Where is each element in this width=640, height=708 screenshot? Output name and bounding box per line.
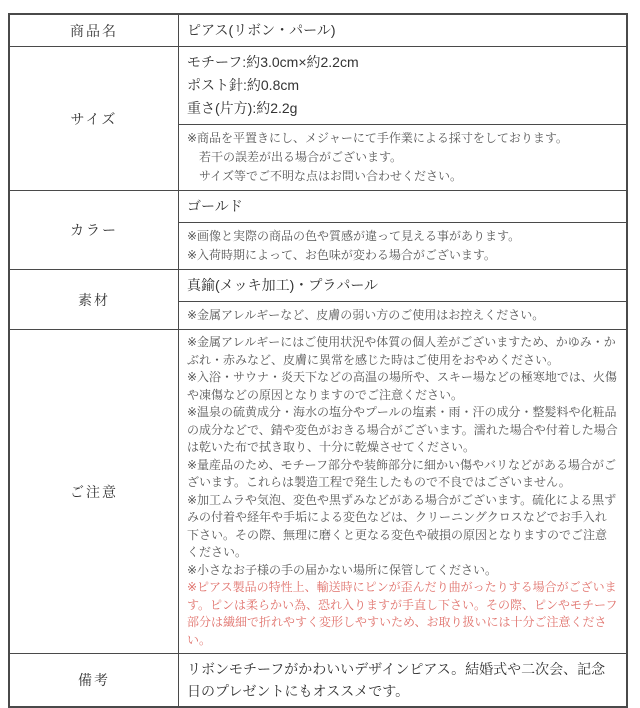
size-motif-value: モチーフ:約3.0cm×約2.2cm: [187, 54, 359, 70]
caution-item: ※小さなお子様の手の届かない場所に保管してください。: [187, 562, 498, 577]
size-note: ※商品を平置きにし、メジャーにて手作業による採寸をしております。: [187, 131, 568, 145]
row-size: [9, 47, 627, 125]
caution-item: ※加工ムラや気泡、変色や黒ずみなどがある場合がございます。硫化による黒ずみの付着や経年や手垢による変色などは、クリーニングクロスなどでお手入れ下さい。その際、無理に磨くと更なる変色や破損の原因となりますのでご注意ください。: [187, 492, 617, 559]
size-post-value: ポスト針:約0.8cm: [187, 77, 300, 93]
caution-item: ※量産品のため、モチーフ部分や装飾部分に細かい傷やバリなどがある場合がございます。これらは製造工程で発生したもので不良ではございません。: [187, 457, 616, 489]
remarks-label: 備考: [9, 654, 179, 708]
size-weight-value: 重さ(片方):約2.2g: [187, 100, 298, 116]
color-note: ※画像と実際の商品の色や質感が違って見える事があります。: [187, 229, 521, 243]
color-notes-cell: [179, 223, 628, 270]
caution-item: ※温泉の硫黄成分・海水の塩分やプールの塩素・雨・汗の成分・整髪料や化粧品の成分などで、錆や変色がおきる場合がございます。濡れた場合や付着した場合は乾いた布で拭き取り、十分に乾燥させてください。: [187, 405, 618, 454]
size-note: 若干の誤差が出る場合がございます。: [199, 150, 403, 164]
caution-items-cell: [179, 330, 628, 654]
size-label: サイズ: [9, 47, 179, 191]
product-spec-table: [8, 13, 628, 708]
material-value: 真鍮(メッキ加工)・プラパール: [179, 270, 628, 302]
caution-warning-item: ※ピアス製品の特性上、輸送時にピンが歪んだり曲がったりする場合がございます。ピンは柔らかい為、恐れ入りますが手直し下さい。その際、ピンやモチーフ部分は繊細で折れやすく変形しやすいため、お取り扱いには十分ご注意ください。: [187, 580, 618, 647]
row-color: [9, 191, 627, 223]
product-name-label: 商品名: [9, 14, 179, 47]
row-material: [9, 270, 627, 302]
color-value: ゴールド: [179, 191, 628, 223]
color-note: ※入荷時期によって、お色味が変わる場合がございます。: [187, 248, 496, 262]
row-product-name: [9, 14, 627, 47]
product-name-value: ピアス(リボン・パール): [179, 14, 628, 47]
size-notes-cell: [179, 125, 628, 191]
row-remarks: [9, 654, 627, 708]
material-note: ※金属アレルギーなど、皮膚の弱い方のご使用はお控えください。: [187, 308, 545, 322]
caution-item: ※金属アレルギーにはご使用状況や体質の個人差がございますため、かゆみ・かぶれ・赤みなど、皮膚に異常を感じた時はご使用をおやめください。: [187, 335, 616, 367]
caution-label: ご注意: [9, 330, 179, 654]
row-caution: [9, 330, 627, 654]
material-label: 素材: [9, 270, 179, 330]
material-notes-cell: [179, 302, 628, 330]
remarks-value: リボンモチーフがかわいいデザインピアス。結婚式や二次会、記念日のプレゼントにもオススメです。: [179, 654, 628, 708]
size-values-cell: [179, 47, 628, 125]
color-label: カラー: [9, 191, 179, 270]
size-note: サイズ等でご不明な点はお問い合わせください。: [199, 169, 463, 183]
caution-item: ※入浴・サウナ・炎天下などの高温の場所や、スキー場などの極寒地では、火傷や凍傷などの原因となりますのでご注意ください。: [187, 370, 617, 402]
